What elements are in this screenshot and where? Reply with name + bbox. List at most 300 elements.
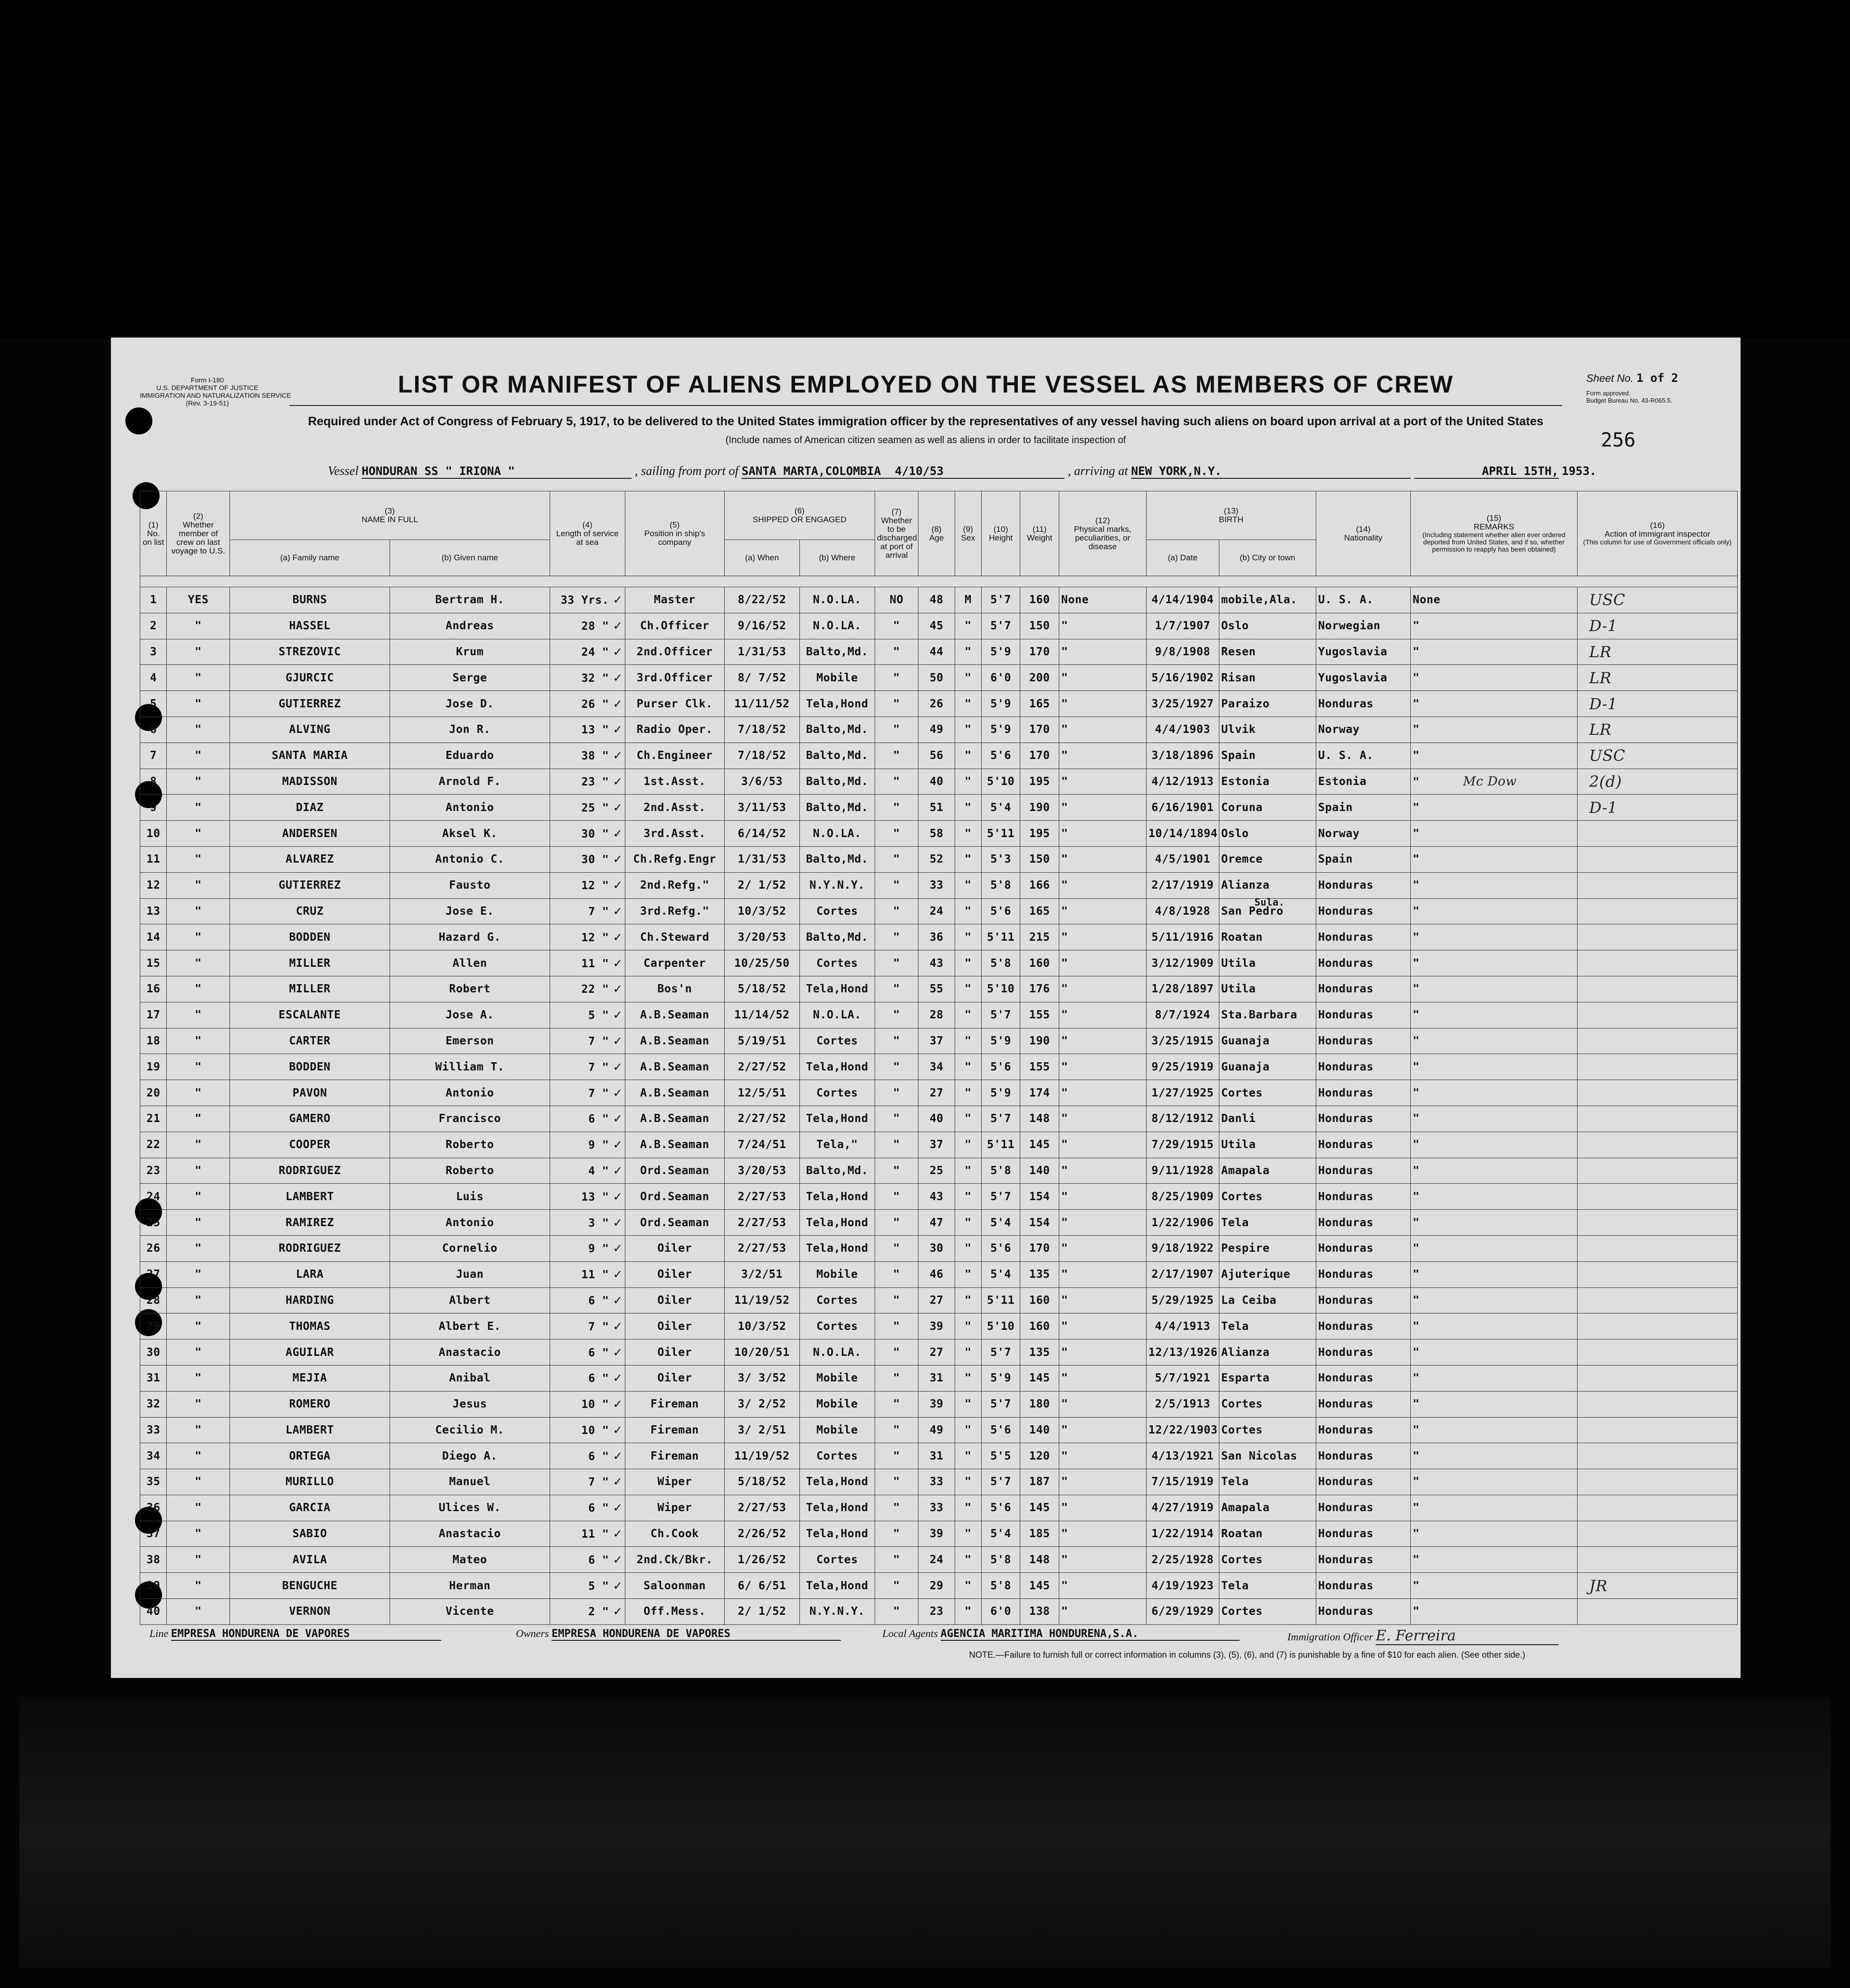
weight: 145 [1020,1573,1059,1599]
shipped-where: Tela,Hond [799,1054,875,1080]
sex: " [955,846,981,872]
discharged: " [875,1573,918,1599]
nationality: Honduras [1316,872,1410,898]
height: 5'9 [981,691,1020,717]
inspector-action: 2(d) [1577,769,1737,795]
birth-city: Estonia [1219,769,1316,795]
shipped-where: Cortes [799,898,875,924]
remarks: " [1411,1287,1578,1313]
length-of-service: 23 " ✓ [550,769,625,795]
nationality: Honduras [1316,1573,1410,1599]
weight: 187 [1020,1469,1059,1495]
nationality: Honduras [1316,976,1410,1002]
form-number: Form I-180 [190,376,224,384]
physical-marks: " [1059,1158,1146,1184]
discharged: " [875,717,918,743]
family-name: RODRIGUEZ [230,1235,390,1261]
last-voyage: " [167,976,230,1002]
nationality: Honduras [1316,1132,1410,1158]
family-name: MURILLO [230,1469,390,1495]
nationality: Honduras [1316,924,1410,950]
sex: " [955,1547,981,1573]
last-voyage: " [167,795,230,821]
physical-marks: " [1059,1002,1146,1028]
last-voyage: " [167,665,230,691]
given-name: Eduardo [390,743,550,769]
position: Ch.Refg.Engr [625,846,724,872]
sex: " [955,1210,981,1236]
birth-city: Risan [1219,665,1316,691]
given-name: Emerson [390,1028,550,1054]
age: 31 [918,1443,955,1469]
remarks: " [1411,665,1578,691]
weight: 185 [1020,1521,1059,1547]
col-birth-city-header: (b) City or town [1219,540,1316,576]
shipped-when: 2/27/52 [724,1106,799,1132]
weight: 135 [1020,1261,1059,1287]
shipped-where: Balto,Md. [799,1158,875,1184]
sex: " [955,743,981,769]
footer-owners: Owners EMPRESA HONDURENA DE VAPORES [516,1627,841,1641]
col-position-header: (5) Position in ship's company [625,491,724,576]
sex: " [955,613,981,639]
birth-city-continuation: Sula. [1254,896,1285,908]
weight: 174 [1020,1080,1059,1106]
inspector-action [1577,1469,1737,1495]
birth-date: 6/16/1901 [1146,795,1219,821]
family-name: LARA [230,1261,390,1287]
crew-row [140,1106,1738,1132]
sex: " [955,1106,981,1132]
nationality: Honduras [1316,898,1410,924]
crew-row [140,1495,1738,1521]
height: 5'11 [981,924,1020,950]
height: 5'7 [981,613,1020,639]
crew-no: 8 [140,769,167,795]
given-name: Albert [390,1287,550,1313]
sex: " [955,1599,981,1625]
check-mark-icon: ✓ [613,1605,623,1619]
birth-city: Utila [1219,976,1316,1002]
crew-row [140,1521,1738,1547]
last-voyage: " [167,717,230,743]
shipped-when: 3/6/53 [724,769,799,795]
age: 55 [918,976,955,1002]
crew-no: 23 [140,1158,167,1184]
family-name: BODDEN [230,1054,390,1080]
shipped-when: 2/27/53 [724,1184,799,1210]
birth-city: Alianza [1219,1339,1316,1366]
sex: " [955,1495,981,1521]
family-name: RAMIREZ [230,1210,390,1236]
crew-row [140,950,1738,976]
inspector-action [1577,1599,1737,1625]
height: 5'11 [981,1132,1020,1158]
check-mark-icon: ✓ [613,1475,623,1489]
crew-no: 6 [140,717,167,743]
crew-row [140,639,1738,665]
position: Bos'n [625,976,724,1002]
discharged: " [875,1287,918,1313]
sex: " [955,1365,981,1391]
nationality: Spain [1316,795,1410,821]
nationality: Estonia [1316,769,1410,795]
last-voyage: " [167,1521,230,1547]
weight: 155 [1020,1002,1059,1028]
physical-marks: " [1059,1573,1146,1599]
crew-row [140,1002,1738,1028]
given-name: William T. [390,1054,550,1080]
given-name: Anastacio [390,1339,550,1366]
inspector-action: JR [1577,1573,1737,1599]
age: 48 [918,587,955,613]
nationality: Honduras [1316,1521,1410,1547]
nationality: Honduras [1316,1261,1410,1287]
remarks: " [1411,821,1578,847]
position: Ch.Engineer [625,743,724,769]
discharged: " [875,821,918,847]
family-name: MEJIA [230,1365,390,1391]
last-voyage: " [167,1599,230,1625]
physical-marks: " [1059,639,1146,665]
shipped-when: 10/20/51 [724,1339,799,1366]
remarks: " [1411,1521,1578,1547]
check-mark-icon: ✓ [613,826,623,840]
birth-city: Cortes [1219,1391,1316,1417]
crew-row [140,846,1738,872]
discharged: " [875,1002,918,1028]
discharged: " [875,1521,918,1547]
crew-no: 14 [140,924,167,950]
height: 5'4 [981,1521,1020,1547]
given-name: Albert E. [390,1313,550,1339]
crew-no: 32 [140,1391,167,1417]
physical-marks: " [1059,898,1146,924]
age: 40 [918,1106,955,1132]
position: Purser Clk. [625,691,724,717]
discharged: " [875,976,918,1002]
birth-city: Roatan [1219,1521,1316,1547]
nationality: Spain [1316,846,1410,872]
crew-row [140,691,1738,717]
age: 44 [918,639,955,665]
remarks: " [1411,976,1578,1002]
length-of-service: 7 " ✓ [550,898,625,924]
remarks: " [1411,1106,1578,1132]
check-mark-icon: ✓ [613,956,623,970]
position: Ord.Seaman [625,1184,724,1210]
physical-marks: " [1059,846,1146,872]
shipped-where: Balto,Md. [799,924,875,950]
crew-row [140,665,1738,691]
check-mark-icon: ✓ [613,1190,623,1204]
nationality: Honduras [1316,1313,1410,1339]
position: Wiper [625,1469,724,1495]
given-name: Manuel [390,1469,550,1495]
shipped-when: 5/18/52 [724,976,799,1002]
position: Oiler [625,1313,724,1339]
sex: " [955,1287,981,1313]
family-name: BODDEN [230,924,390,950]
include-note: (Include names of American citizen seamen as well as aliens in order to facilitate inspection of [725,435,1126,446]
age: 33 [918,872,955,898]
remarks: " [1411,1599,1578,1625]
inspector-action [1577,1261,1737,1287]
discharged: " [875,1028,918,1054]
spacer-row [140,576,1738,587]
age: 23 [918,1599,955,1625]
given-name: Jesus [390,1391,550,1417]
sex: " [955,1391,981,1417]
given-name: Cecilio M. [390,1417,550,1443]
crew-no: 29 [140,1313,167,1339]
sex: " [955,950,981,976]
discharged: " [875,1417,918,1443]
crew-no: 22 [140,1132,167,1158]
birth-city: Pespire [1219,1235,1316,1261]
family-name: ROMERO [230,1391,390,1417]
family-name: RODRIGUEZ [230,1158,390,1184]
physical-marks: " [1059,924,1146,950]
shipped-where: Mobile [799,1417,875,1443]
age: 26 [918,691,955,717]
shipped-when: 3/ 2/51 [724,1417,799,1443]
sex: " [955,1469,981,1495]
birth-date: 9/8/1908 [1146,639,1219,665]
col-name-header: (3) NAME IN FULL [230,491,550,540]
height: 6'0 [981,665,1020,691]
family-name: MILLER [230,976,390,1002]
height: 5'7 [981,1184,1020,1210]
length-of-service: 7 " ✓ [550,1028,625,1054]
check-mark-icon: ✓ [613,1163,623,1177]
age: 37 [918,1132,955,1158]
age: 24 [918,1547,955,1573]
birth-date: 4/5/1901 [1146,846,1219,872]
birth-city: Cortes [1219,1417,1316,1443]
shipped-where: Cortes [799,1080,875,1106]
physical-marks: " [1059,795,1146,821]
weight: 170 [1020,717,1059,743]
remarks: " [1411,1469,1578,1495]
shipped-where: Balto,Md. [799,639,875,665]
discharged: " [875,613,918,639]
position: Ch.Officer [625,613,724,639]
nationality: Norway [1316,821,1410,847]
height: 5'7 [981,1106,1020,1132]
shipped-where: Balto,Md. [799,795,875,821]
nationality: Honduras [1316,1106,1410,1132]
physical-marks: " [1059,1106,1146,1132]
length-of-service: 22 " ✓ [550,976,625,1002]
height: 5'4 [981,1261,1020,1287]
age: 28 [918,1002,955,1028]
length-of-service: 5 " ✓ [550,1573,625,1599]
col-no-header: (1) No. on list [140,491,167,576]
shipped-when: 5/18/52 [724,1469,799,1495]
crew-no: 5 [140,691,167,717]
crew-row [140,1599,1738,1625]
inspector-action [1577,1158,1737,1184]
family-name: PAVON [230,1080,390,1106]
given-name: Arnold F. [390,769,550,795]
crew-row [140,1417,1738,1443]
given-name: Antonio [390,795,550,821]
sex: " [955,1132,981,1158]
family-name: AGUILAR [230,1339,390,1366]
weight: 190 [1020,1028,1059,1054]
weight: 140 [1020,1158,1059,1184]
shipped-where: Mobile [799,1365,875,1391]
weight: 215 [1020,924,1059,950]
family-name: ALVAREZ [230,846,390,872]
col-when-header: (a) When [724,540,799,576]
shipped-where: N.O.LA. [799,1002,875,1028]
age: 30 [918,1235,955,1261]
birth-date: 3/18/1896 [1146,743,1219,769]
length-of-service: 32 " ✓ [550,665,625,691]
crew-no: 12 [140,872,167,898]
weight: 138 [1020,1599,1059,1625]
shipped-when: 10/25/50 [724,950,799,976]
crew-no: 21 [140,1106,167,1132]
shipped-when: 11/19/52 [724,1443,799,1469]
last-voyage: " [167,846,230,872]
height: 5'7 [981,1469,1020,1495]
birth-date: 8/25/1909 [1146,1184,1219,1210]
physical-marks: " [1059,613,1146,639]
sex: " [955,1443,981,1469]
check-mark-icon: ✓ [613,904,623,918]
position: A.B.Seaman [625,1054,724,1080]
weight: 195 [1020,821,1059,847]
check-mark-icon: ✓ [613,1553,623,1567]
inspector-action [1577,950,1737,976]
age: 46 [918,1261,955,1287]
birth-date: 2/5/1913 [1146,1391,1219,1417]
remarks: " [1411,1261,1578,1287]
birth-city: Utila [1219,950,1316,976]
remarks: " [1411,1443,1578,1469]
discharged: " [875,924,918,950]
shipped-where: Mobile [799,1261,875,1287]
birth-date: 2/25/1928 [1146,1547,1219,1573]
family-name: BURNS [230,587,390,613]
height: 5'5 [981,1443,1020,1469]
crew-no: 36 [140,1495,167,1521]
crew-row [140,1235,1738,1261]
crew-no: 30 [140,1339,167,1366]
birth-date: 7/29/1915 [1146,1132,1219,1158]
shipped-where: Mobile [799,665,875,691]
inspector-action [1577,846,1737,872]
inspector-action [1577,1313,1737,1339]
vessel-name: HONDURAN SS " IRIONA " [362,464,632,479]
birth-city: Cortes [1219,1599,1316,1625]
height: 5'9 [981,1028,1020,1054]
given-name: Cornelio [390,1235,550,1261]
last-voyage: " [167,1391,230,1417]
remarks: " [1411,1054,1578,1080]
height: 5'9 [981,1365,1020,1391]
length-of-service: 30 " ✓ [550,821,625,847]
length-of-service: 7 " ✓ [550,1080,625,1106]
arrival-year: 1953. [1562,464,1597,478]
inspector-action: LR [1577,717,1737,743]
given-name: Antonio [390,1210,550,1236]
last-voyage: " [167,613,230,639]
family-name: ORTEGA [230,1443,390,1469]
length-of-service: 11 " ✓ [550,1521,625,1547]
crew-row [140,821,1738,847]
sex: " [955,1054,981,1080]
nationality: Honduras [1316,1417,1410,1443]
given-name: Jose D. [390,691,550,717]
crew-no: 17 [140,1002,167,1028]
crew-row [140,1365,1738,1391]
discharged: " [875,1391,918,1417]
sheet-number: Sheet No. 1 of 2 [1586,371,1678,385]
family-name: STREZOVIC [230,639,390,665]
col-birth-date-header: (a) Date [1146,540,1219,576]
sex: M [955,587,981,613]
length-of-service: 3 " ✓ [550,1210,625,1236]
birth-city: San Nicolas [1219,1443,1316,1469]
position: A.B.Seaman [625,1002,724,1028]
footer-line: Line EMPRESA HONDURENA DE VAPORES [149,1627,441,1641]
last-voyage: " [167,1443,230,1469]
crew-no: 20 [140,1080,167,1106]
scan-background-bottom [19,1697,1831,1967]
last-voyage: " [167,1184,230,1210]
discharged: " [875,1313,918,1339]
birth-city: Oslo [1219,821,1316,847]
length-of-service: 26 " ✓ [550,691,625,717]
crew-no: 31 [140,1365,167,1391]
last-voyage: " [167,1106,230,1132]
remarks: " [1411,1184,1578,1210]
shipped-where: Cortes [799,1313,875,1339]
family-name: HASSEL [230,613,390,639]
crew-row [140,1080,1738,1106]
physical-marks: " [1059,1547,1146,1573]
birth-date: 4/12/1913 [1146,769,1219,795]
discharged: " [875,1106,918,1132]
crew-row [140,1313,1738,1339]
birth-date: 1/28/1897 [1146,976,1219,1002]
age: 36 [918,924,955,950]
last-voyage: " [167,1002,230,1028]
inspector-action [1577,872,1737,898]
crew-row [140,1184,1738,1210]
check-mark-icon: ✓ [613,593,623,607]
inspector-action: D-1 [1577,795,1737,821]
remarks: " [1411,1158,1578,1184]
position: Saloonman [625,1573,724,1599]
nationality: Honduras [1316,1235,1410,1261]
remarks: " [1411,1313,1578,1339]
height: 5'6 [981,743,1020,769]
crew-no: 26 [140,1235,167,1261]
height: 5'6 [981,1054,1020,1080]
age: 31 [918,1365,955,1391]
physical-marks: " [1059,821,1146,847]
family-name: COOPER [230,1132,390,1158]
position: Ch.Steward [625,924,724,950]
physical-marks: " [1059,1313,1146,1339]
birth-city: La Ceiba [1219,1287,1316,1313]
age: 27 [918,1287,955,1313]
